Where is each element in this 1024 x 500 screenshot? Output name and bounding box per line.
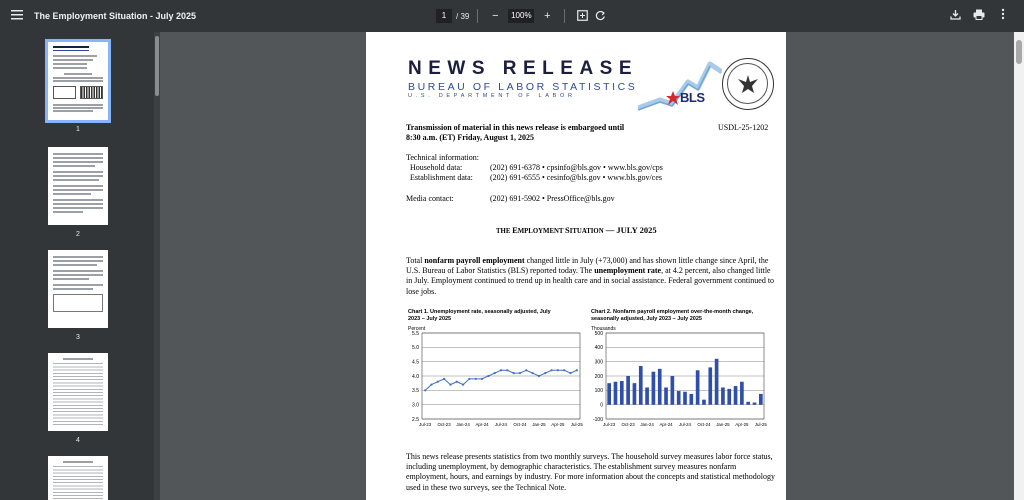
- print-icon: [973, 7, 985, 25]
- chart-1-ytick-label: 4.0: [412, 373, 419, 380]
- chart-2-xtick-label: Jul-25: [754, 422, 767, 427]
- household-label: Household data:: [410, 163, 463, 172]
- household-contact: (202) 691-6378 • cpsinfo@bls.gov • www.bls.gov/cps: [490, 163, 663, 172]
- chart-2-bar: [734, 386, 738, 405]
- chart-2-bar: [683, 392, 687, 405]
- divider: [564, 9, 565, 23]
- bls-logo-text: BLS: [680, 90, 705, 105]
- thumbnail-page-2[interactable]: [48, 147, 108, 238]
- print-button[interactable]: [970, 7, 988, 25]
- chart-2-ylabel: Thousands: [591, 326, 616, 332]
- chart-1-point: [569, 372, 571, 374]
- chart-2-ytick-label: 200: [594, 373, 603, 380]
- chart-2-ytick-label: 100: [594, 388, 603, 395]
- chart-2-bar: [626, 376, 630, 405]
- rotate-icon: [595, 10, 606, 23]
- chart-1-ytick-label: 4.5: [412, 359, 419, 366]
- chart-2-bar: [727, 389, 731, 405]
- section-heading: [496, 225, 657, 237]
- chart-2-bar: [715, 359, 719, 405]
- thumbnail-image: [48, 456, 108, 500]
- summary-paragraph: [406, 256, 778, 297]
- thumbnail-page-3[interactable]: [48, 250, 108, 341]
- chart-1-point: [475, 378, 477, 380]
- thumbnail-label: 3: [76, 334, 80, 341]
- establishment-contact: (202) 691-6555 • cesinfo@bls.gov • www.bls.gov/ces: [490, 173, 662, 182]
- chart-2-ytick-label: 500: [594, 330, 603, 337]
- chart-2-bar: [664, 387, 668, 404]
- menu-button[interactable]: [0, 0, 34, 32]
- main-scroll-thumb[interactable]: [1016, 40, 1022, 64]
- chart-1-point: [519, 372, 521, 374]
- chart-1-point: [430, 384, 432, 386]
- menu-icon: [11, 7, 23, 25]
- thumbnail-image: [48, 353, 108, 431]
- chart-1-ylabel: Percent: [408, 326, 426, 332]
- chart-2-bar: [658, 369, 662, 405]
- embargo-line-1: Transmission of material in this news release is embargoed until: [406, 123, 625, 132]
- chart-2-bar: [639, 366, 643, 405]
- bls-logo: [666, 90, 705, 105]
- more-options-button[interactable]: [994, 7, 1012, 25]
- establishment-label: Establishment data:: [410, 173, 473, 182]
- chart-2-payroll-change: [588, 330, 770, 436]
- chart-1-point: [544, 372, 546, 374]
- chart-1-xtick-label: Apr-24: [475, 422, 489, 427]
- fit-page-icon: [577, 10, 588, 23]
- chart-1-ytick-label: 5.0: [412, 345, 419, 352]
- chart-2-xtick-label: Jan-24: [640, 422, 654, 427]
- chart-2-bar: [696, 370, 700, 404]
- sidebar-scrollbar[interactable]: [154, 32, 160, 500]
- chart-1-ytick-label: 2.5: [412, 416, 419, 423]
- chart-2-bar: [721, 387, 725, 404]
- thumbnail-image: [48, 42, 108, 120]
- heading-part: THE: [496, 228, 513, 235]
- text-run-bold: nonfarm payroll employment: [424, 256, 525, 265]
- chart-1-point: [487, 375, 489, 377]
- chart-1-xtick-label: Oct-23: [437, 422, 451, 427]
- chart-2-bar: [740, 382, 744, 405]
- release-number: USDL-25-1202: [718, 123, 769, 132]
- thumbnail-image: [48, 250, 108, 328]
- chart-1-point: [437, 381, 439, 383]
- chart-1-point: [456, 381, 458, 383]
- chart-2-xtick-label: Oct-24: [697, 422, 711, 427]
- heading-part: ITUATION: [569, 228, 604, 235]
- chart-2-bar: [689, 394, 693, 405]
- news-release-title: NEWS RELEASE: [408, 58, 639, 79]
- eagle-icon: [736, 71, 760, 95]
- thumbnail-label: 1: [76, 126, 80, 133]
- bureau-name: BUREAU OF LABOR STATISTICS: [408, 81, 638, 93]
- chart-2-ytick-label: -100: [592, 416, 603, 423]
- chart-1-point: [513, 372, 515, 374]
- chart-1-point: [500, 369, 502, 371]
- chart-2-xtick-label: Jan-25: [716, 422, 730, 427]
- more-icon: [1001, 7, 1005, 25]
- text-run-bold: unemployment rate: [594, 266, 662, 276]
- chart-1-ytick-label: 5.5: [412, 330, 419, 337]
- chart-2-ytick-label: 0: [600, 402, 603, 409]
- zoom-level-input[interactable]: 100%: [508, 9, 534, 23]
- embargo-line-2: 8:30 a.m. (ET) Friday, August 1, 2025: [406, 133, 535, 142]
- thumbnail-page-4[interactable]: [48, 353, 108, 444]
- chart-2-bar: [645, 387, 649, 404]
- text-run: , at 4.2 percent, also changed little in July. Employment continued to trend up in health care and in social assistance. Federal government continued to lose jobs.: [406, 266, 775, 296]
- chart-2-xtick-label: Jul-24: [679, 422, 691, 427]
- heading-part: MPLOYMENT: [517, 228, 565, 235]
- chart-2-xtick-label: Apr-25: [735, 422, 749, 427]
- chart-2-bar: [620, 381, 624, 405]
- chart-1-xtick-label: Oct-24: [513, 422, 527, 427]
- bls-star-icon: [666, 91, 680, 105]
- chart-1-point: [532, 372, 534, 374]
- page-total: / 39: [456, 11, 470, 21]
- thumbnail-page-1[interactable]: [48, 42, 108, 133]
- chart-1-point: [468, 378, 470, 380]
- download-icon: [950, 7, 961, 25]
- zoom-out-button[interactable]: −: [492, 10, 499, 22]
- thumbnail-image: [48, 147, 108, 225]
- pdf-toolbar: [0, 0, 1024, 32]
- text-run: changed little in July (+73,000) and has shown little change since April, the U.S. Bureau of Labor Statistics (BLS) reported today. The: [406, 256, 769, 276]
- chart-1-point: [481, 378, 483, 380]
- chart-2-bar: [607, 383, 611, 405]
- chart-1-point: [494, 372, 496, 374]
- chart-2-bar: [614, 382, 618, 405]
- heading-part: E: [512, 225, 518, 235]
- thumbnail-page-5[interactable]: [48, 456, 108, 500]
- chart-1-point: [576, 369, 578, 371]
- chart-1-point: [424, 389, 426, 391]
- chart-2-bar: [753, 403, 757, 405]
- chart-1-xtick-label: Jul-23: [419, 422, 432, 427]
- page-zoom-controls: [436, 0, 609, 32]
- chart-2-bar: [708, 367, 712, 404]
- fit-page-button[interactable]: [573, 7, 591, 25]
- main-scrollbar[interactable]: [1014, 32, 1024, 500]
- chart-1-ytick-label: 3.5: [412, 388, 419, 395]
- chart-2-bar: [652, 372, 656, 405]
- download-button[interactable]: [946, 7, 964, 25]
- text-run: Total: [406, 256, 425, 265]
- chart-2-ytick-label: 400: [594, 345, 603, 352]
- chart-1-xtick-label: Jan-25: [532, 422, 546, 427]
- chart-1-point: [462, 384, 464, 386]
- chart-2-title: Chart 2. Nonfarm payroll employment over-the-month change, seasonally adjusted, July 2023 – July 2025: [591, 309, 754, 322]
- document-title: The Employment Situation - July 2025: [34, 11, 197, 21]
- chart-2-bar: [633, 383, 637, 405]
- chart-1-point: [449, 384, 451, 386]
- right-controls: [946, 0, 1012, 32]
- thumbnail-label: 2: [76, 231, 80, 238]
- chart-2-ytick-label: 300: [594, 359, 603, 366]
- chart-2-xtick-label: Jul-23: [603, 422, 616, 427]
- chart-2-bar: [746, 402, 750, 405]
- chart-1-point: [506, 369, 508, 371]
- chart-1-point: [538, 375, 540, 377]
- media-contact: (202) 691-5902 • PressOffice@bls.gov: [490, 194, 615, 203]
- heading-part: S: [565, 225, 570, 235]
- thumbnail-label: 4: [76, 437, 80, 444]
- chart-1-unemployment-rate: [404, 330, 586, 436]
- heading-part: — JULY 2025: [603, 225, 657, 235]
- chart-1-title: Chart 1. Unemployment rate, seasonally adjusted, July 2023 – July 2025: [408, 309, 551, 322]
- chart-1-point: [557, 369, 559, 371]
- chart-1-point: [443, 378, 445, 380]
- divider: [477, 9, 478, 23]
- pdf-page-1: [366, 32, 786, 500]
- dol-seal: [722, 58, 774, 110]
- chart-2-bar: [759, 394, 763, 405]
- thumbnail-sidebar: [0, 32, 160, 500]
- department-name: U.S. DEPARTMENT OF LABOR: [408, 93, 576, 99]
- chart-1-xtick-label: Jul-24: [495, 422, 507, 427]
- media-label: Media contact:: [406, 194, 454, 203]
- page-number-input[interactable]: 1: [436, 9, 452, 23]
- chart-2-bar: [671, 376, 675, 405]
- chart-1-xtick-label: Apr-25: [551, 422, 565, 427]
- chart-2-xtick-label: Apr-24: [659, 422, 673, 427]
- tech-info-label: Technical information:: [406, 153, 479, 162]
- chart-2-bar: [677, 391, 681, 405]
- survey-paragraph: This news release presents statistics from two monthly surveys. The household survey measures labor force status, including unemployment, by demographic characteristics. The establishment survey measures nonfarm employment, hours, and earnings by industry. For more information about the concepts and statistical methodology used in these two surveys, see the Technical Note.: [406, 452, 775, 492]
- rotate-button[interactable]: [591, 7, 609, 25]
- chart-1-point: [563, 369, 565, 371]
- chart-1-ytick-label: 3.0: [412, 402, 419, 409]
- chart-1-xtick-label: Jan-24: [456, 422, 470, 427]
- chart-1-xtick-label: Jul-25: [570, 422, 583, 427]
- sidebar-scroll-thumb[interactable]: [155, 36, 159, 96]
- zoom-in-button[interactable]: +: [544, 10, 551, 22]
- chart-2-xtick-label: Oct-23: [621, 422, 635, 427]
- chart-1-point: [525, 369, 527, 371]
- chart-1-point: [550, 369, 552, 371]
- chart-2-bar: [702, 400, 706, 405]
